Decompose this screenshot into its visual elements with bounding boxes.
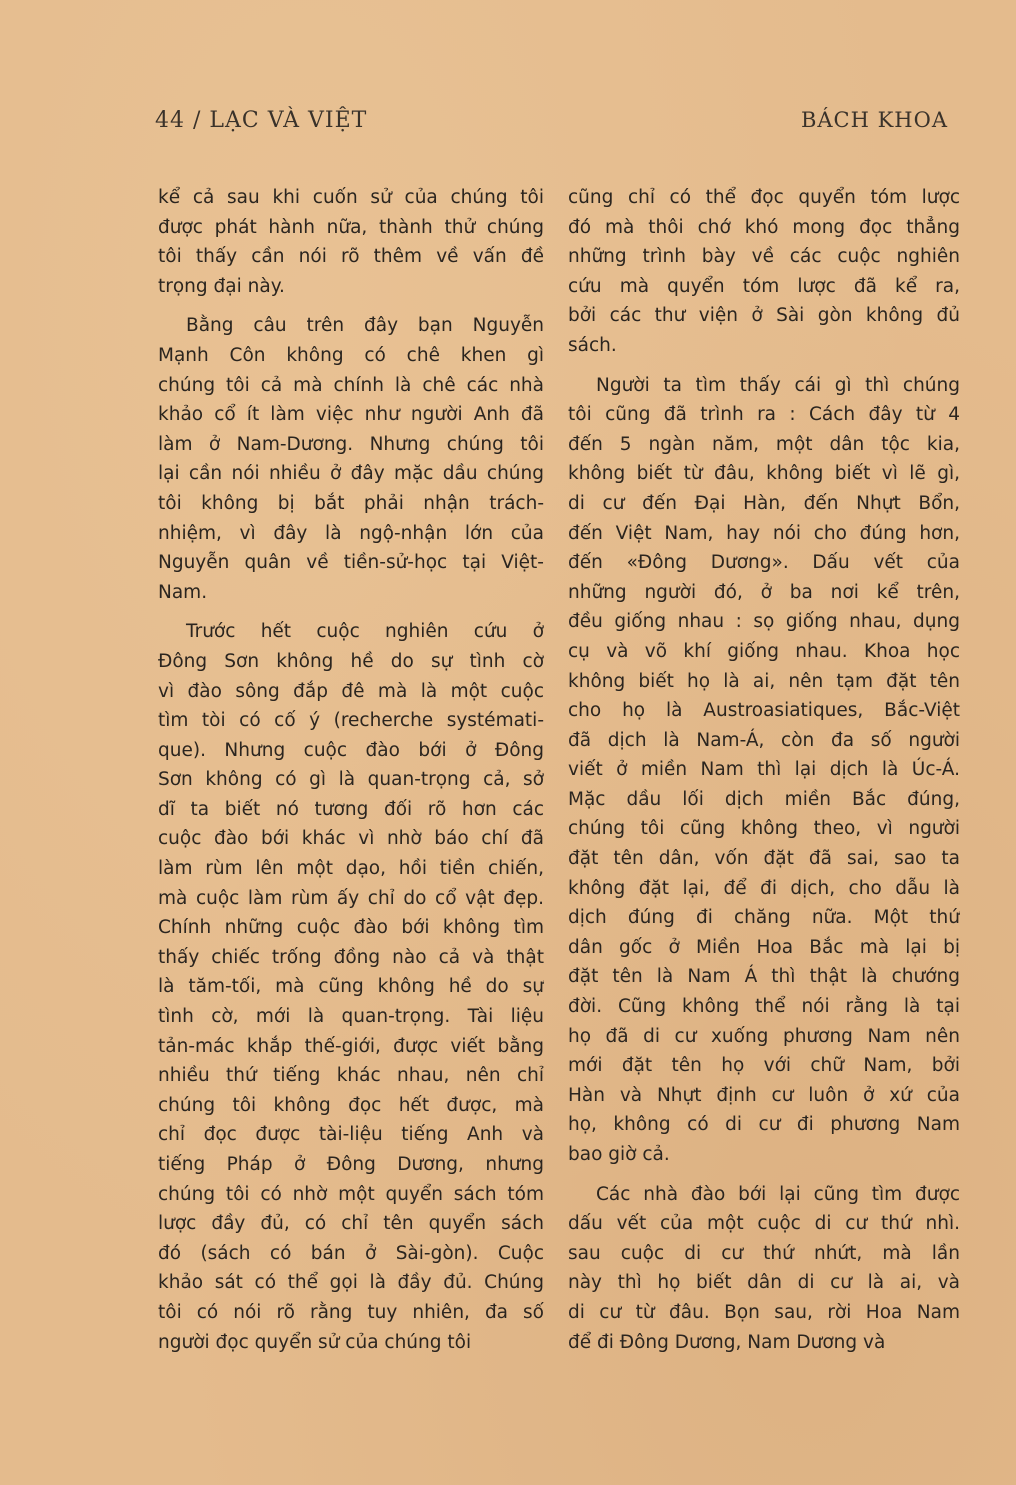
text-line: đó mà thôi chớ khó mong đọc thẳng [568, 216, 960, 238]
text-line: Mạnh Côn không có chê khen gì [158, 344, 544, 366]
text-line: này thì họ biết dân di cư là ai, và [568, 1272, 960, 1294]
paragraph [158, 183, 544, 301]
text-line: mà cuộc làm rùm ấy chỉ do cổ vật đẹp. [158, 887, 544, 909]
text-line: cho họ là Austroasiatiques, Bắc-Việt [568, 700, 960, 722]
text-line: Mặc dầu lối dịch miền Bắc đúng, [568, 788, 960, 810]
text-line: sau cuộc di cư thứ nhứt, mà lần [568, 1242, 960, 1264]
text-line: không biết họ là ai, nên tạm đặt tên [568, 670, 960, 692]
paragraph-gap [568, 361, 960, 371]
text-line: tôi thấy cần nói rõ thêm về vấn đề [158, 246, 544, 268]
text-line: bao giờ cả. [568, 1144, 670, 1165]
text-line: tình cờ, mới là quan-trọng. Tài liệu [158, 1006, 544, 1028]
text-line: Người ta tìm thấy cái gì thì chúng [596, 374, 960, 396]
text-line: những trình bày về các cuộc nghiên [568, 246, 960, 268]
text-line: lại cần nói nhiều ở đây mặc dầu chúng [158, 463, 544, 485]
text-line: người đọc quyển sử của chúng tôi [158, 1331, 472, 1353]
text-line: nhiều thứ tiếng khác nhau, nên chỉ [158, 1065, 544, 1087]
text-line: đặt tên dân, vốn đặt đã sai, sao ta [568, 848, 960, 870]
text-line: kể cả sau khi cuốn sử của chúng tôi [158, 187, 544, 208]
text-line: dấu vết của một cuộc di cư thứ nhì. [568, 1213, 960, 1235]
text-line: được phát hành nữa, thành thử chúng [158, 216, 544, 238]
text-line: tìm tòi có cố ý (recherche systémati- [158, 710, 544, 732]
publication-name: BÁCH KHOA [800, 108, 948, 132]
text-line: khảo cổ ít làm việc như người Anh đã [158, 404, 544, 426]
text-line: cuộc đào bới khác vì nhờ báo chí đã [158, 828, 544, 850]
text-line: không đặt lại, để đi dịch, cho dẫu là [568, 877, 960, 899]
text-line: đều giống nhau : sọ giống nhau, dụng [568, 611, 960, 633]
text-line: chúng tôi có nhờ một quyển sách tóm [158, 1183, 544, 1205]
text-line: tản-mác khắp thế-giới, được viết bằng [158, 1035, 544, 1057]
left-column [158, 183, 544, 1357]
right-column [568, 183, 960, 1357]
text-line: mới đặt tên họ với chữ Nam, bởi [568, 1055, 960, 1077]
text-line: Hàn và Nhựt định cư luôn ở xứ của [568, 1084, 960, 1106]
text-line: trọng đại này. [158, 275, 285, 297]
paragraph [158, 617, 544, 1357]
text-line: thấy chiếc trống đồng nào cả và thật [158, 946, 544, 968]
paragraph [568, 371, 960, 1170]
paragraph [158, 311, 544, 607]
text-line: đến Việt Nam, hay nói cho đúng hơn, [568, 522, 960, 544]
text-line: nhiệm, vì đây là ngộ-nhận lớn của [158, 522, 544, 544]
text-line: di cư từ đâu. Bọn sau, rời Hoa Nam [568, 1301, 960, 1323]
running-title: 44 / LẠC VÀ VIỆT [155, 108, 368, 133]
text-line: que). Nhưng cuộc đào bới ở Đông [158, 739, 544, 761]
text-line: để đi Đông Dương, Nam Dương và [568, 1331, 886, 1353]
text-line: Trước hết cuộc nghiên cứu ở [186, 621, 544, 643]
text-line: cụ và võ khí giống nhau. Khoa học [568, 640, 960, 662]
text-line: đến 5 ngàn năm, một dân tộc kia, [568, 433, 960, 455]
text-line: họ đã di cư xuống phương Nam nên [568, 1025, 960, 1047]
text-line: Bằng câu trên đây bạn Nguyễn [186, 315, 544, 337]
text-line: không biết từ đâu, không biết vì lẽ gì, [568, 463, 960, 485]
text-line: đặt tên là Nam Á thì thật là chướng [568, 966, 960, 988]
text-line: sách. [568, 334, 617, 356]
text-line: cứu mà quyển tóm lược đã kể ra, [568, 275, 960, 297]
text-line: Đông Sơn không hề do sự tình cờ [158, 650, 544, 672]
text-line: chúng tôi cả mà chính là chê các nhà [158, 374, 544, 396]
text-line: Nguyễn quân về tiền-sử-học tại Việt- [158, 552, 544, 574]
text-line: tôi không bị bắt phải nhận trách- [158, 492, 544, 514]
text-line: Các nhà đào bới lại cũng tìm được [596, 1183, 960, 1205]
text-line: đời. Cũng không thể nói rằng là tại [568, 996, 960, 1018]
text-line: vì đào sông đắp đê mà là một cuộc [158, 680, 544, 702]
text-line: đã dịch là Nam-Á, còn đa số người [568, 729, 960, 751]
text-line: khảo sát có thể gọi là đầy đủ. Chúng [158, 1272, 544, 1294]
paragraph [568, 1180, 960, 1358]
paragraph [568, 183, 960, 361]
text-line: tôi cũng đã trình ra : Cách đây từ 4 [568, 404, 960, 426]
text-line: bởi các thư viện ở Sài gòn không đủ [568, 305, 960, 327]
text-line: tôi có nói rõ rằng tuy nhiên, đa số [158, 1301, 544, 1323]
text-line: Sơn không có gì là quan-trọng cả, sở [158, 769, 544, 791]
paragraph-gap [158, 607, 544, 617]
text-line: những người đó, ở ba nơi kể trên, [568, 581, 960, 603]
paragraph-gap [568, 1170, 960, 1180]
text-line: họ, không có di cư đi phương Nam [568, 1114, 960, 1136]
text-line: dân gốc ở Miền Hoa Bắc mà lại bị [568, 936, 960, 958]
text-line: Chính những cuộc đào bới không tìm [158, 917, 544, 939]
text-line: viết ở miền Nam thì lại dịch là Úc-Á. [568, 759, 960, 781]
page-header [155, 108, 948, 144]
text-line: lược đầy đủ, có chỉ tên quyển sách [158, 1213, 544, 1235]
text-line: làm rùm lên một dạo, hồi tiền chiến, [158, 858, 544, 880]
text-line: dịch đúng đi chăng nữa. Một thứ [568, 907, 960, 929]
text-line: đó (sách có bán ở Sài-gòn). Cuộc [158, 1242, 544, 1264]
text-line: chúng tôi không đọc hết được, mà [158, 1094, 544, 1116]
text-line: làm ở Nam-Dương. Nhưng chúng tôi [158, 433, 544, 455]
text-line: chúng tôi cũng không theo, vì người [568, 818, 960, 840]
paragraph-gap [158, 301, 544, 311]
text-line: tiếng Pháp ở Đông Dương, nhưng [158, 1154, 544, 1175]
text-line: là tăm-tối, mà cũng không hề do sự [158, 976, 544, 998]
text-line: cũng chỉ có thể đọc quyển tóm lược [568, 187, 960, 208]
text-line: dĩ ta biết nó tương đối rõ hơn các [158, 798, 544, 820]
text-line: di cư đến Đại Hàn, đến Nhựt Bổn, [568, 492, 960, 514]
text-line: chỉ đọc được tài-liệu tiếng Anh và [158, 1124, 544, 1146]
text-line: đến «Đông Dương». Dấu vết của [568, 552, 960, 574]
text-line: Nam. [158, 581, 208, 603]
